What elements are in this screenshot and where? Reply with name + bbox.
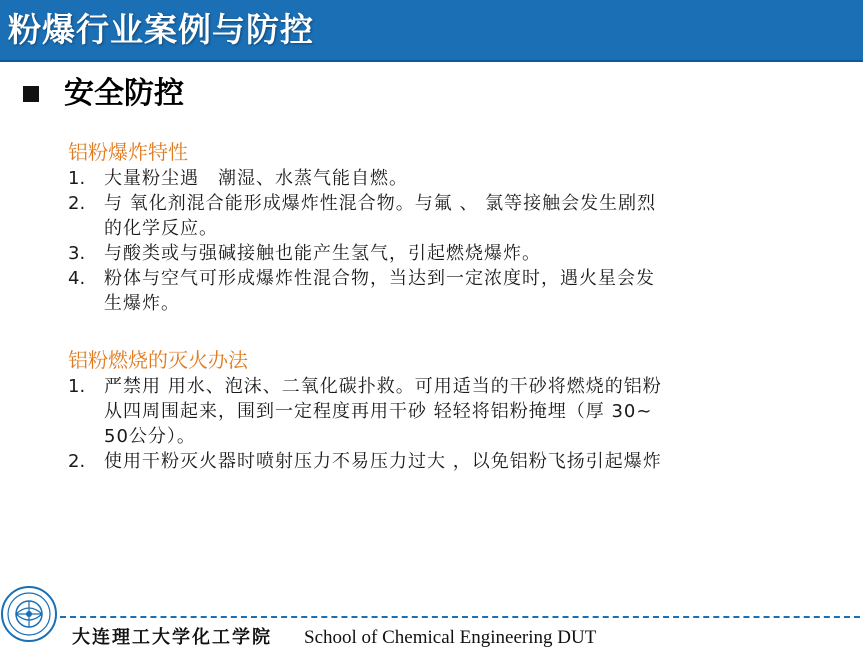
list-number: 2. (68, 451, 86, 472)
list-item (68, 241, 668, 266)
list-text: 与 氧化剂混合能形成爆炸性混合物。与氟 、 氯等接触会发生剧烈的化学反应。 (104, 193, 657, 239)
list-number: 2. (68, 193, 86, 214)
list-text: 大量粉尘遇 潮湿、水蒸气能自燃。 (104, 168, 408, 189)
square-bullet-icon (23, 86, 39, 102)
list-text: 严禁用 用水、泡沫、二氧化碳扑救。可用适当的干砂将燃烧的铝粉从四周围起来，围到一定程度再用干砂 轻轻将铝粉掩埋（厚 30~ 50公分）。 (104, 376, 662, 447)
list-number: 4. (68, 268, 86, 289)
section-title: 安全防控 (64, 76, 184, 111)
properties-block (68, 138, 668, 316)
list-number: 3. (68, 243, 86, 264)
list-number: 1. (68, 168, 86, 189)
list-item (68, 166, 668, 191)
footer-school-name: School of Chemical Engineering DUT (304, 627, 597, 648)
properties-heading: 铝粉爆炸特性 (68, 140, 188, 164)
list-text: 使用干粉灭火器时喷射压力不易压力过大 ，以免铝粉飞扬引起爆炸 (104, 451, 662, 472)
list-number: 1. (68, 376, 86, 397)
properties-list (68, 166, 668, 316)
list-item (68, 449, 668, 474)
list-item (68, 191, 668, 241)
university-seal-icon (0, 585, 58, 643)
list-item (68, 374, 668, 449)
footer-divider (60, 616, 860, 618)
title-bar (0, 0, 863, 62)
list-text: 与酸类或与强碱接触也能产生氢气，引起燃烧爆炸。 (104, 243, 541, 264)
list-text: 粉体与空气可形成爆炸性混合物，当达到一定浓度时，遇火星会发生爆炸。 (104, 268, 655, 314)
list-item (68, 266, 668, 316)
extinguish-heading: 铝粉燃烧的灭火办法 (68, 348, 248, 372)
footer-university-name: 大连理工大学化工学院 (72, 627, 272, 648)
extinguish-block (68, 346, 668, 474)
extinguish-list (68, 374, 668, 474)
slide-title: 粉爆行业案例与防控 (8, 10, 314, 49)
